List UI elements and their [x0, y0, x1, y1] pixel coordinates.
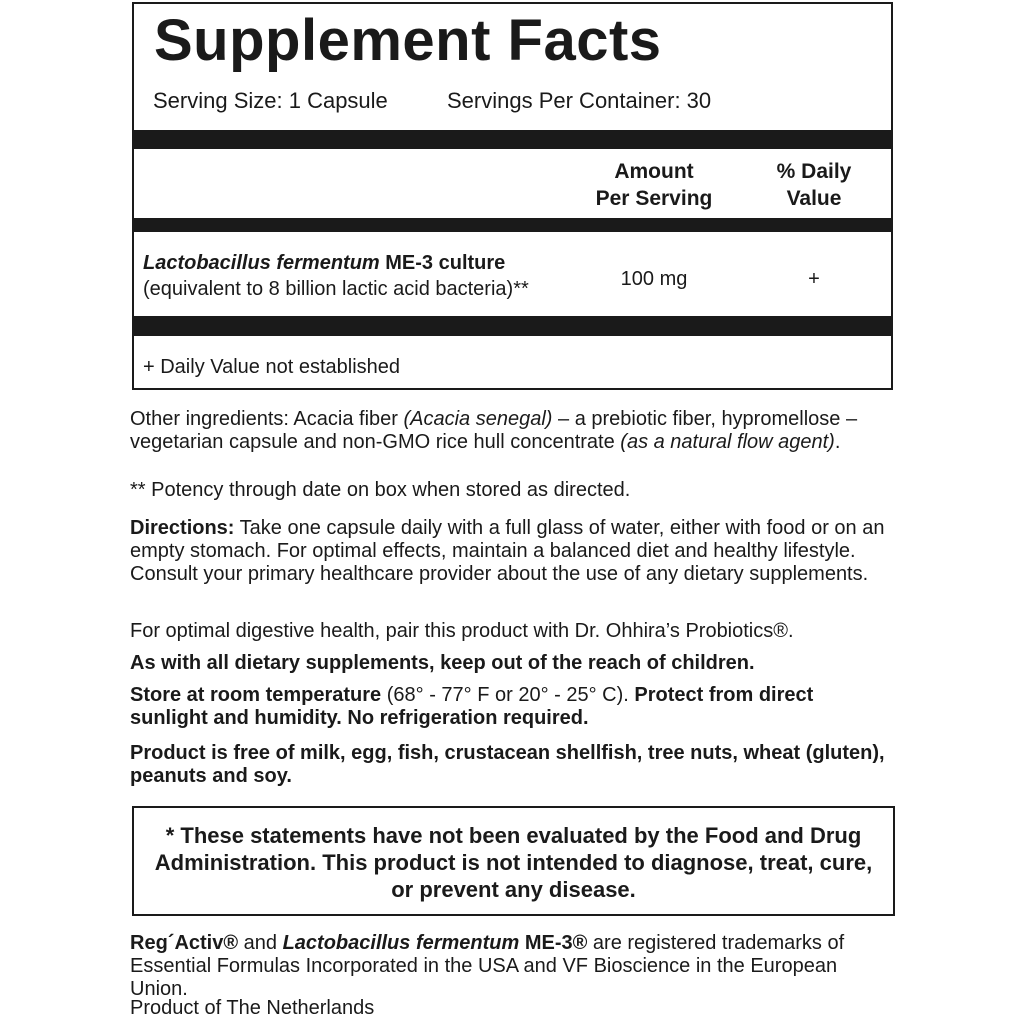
fda-disclaimer-box — [132, 806, 895, 916]
serving-size: Serving Size: 1 Capsule — [153, 88, 388, 113]
trademark-notice: Reg´Activ® and Lactobacillus fermentum ME-3® are registered trademarks of Essential Formulas Incorporated in the USA and VF Bioscience in the European Union. — [130, 932, 845, 1000]
potency-note: ** Potency through date on box when stored as directed. — [130, 479, 631, 501]
supplement-facts-panel — [132, 2, 893, 390]
ingredient-daily-value: + — [808, 268, 820, 290]
amount-column-header: Amount Per Serving — [595, 160, 713, 210]
fda-disclaimer: * These statements have not been evaluated by the Food and Drug Administration. This product is not intended to diagnose, treat, cure, or prevent any disease. — [154, 823, 873, 902]
ingredient-note: (equivalent to 8 billion lactic acid bacteria)** — [143, 278, 529, 300]
children-warning: As with all dietary supplements, keep out of the reach of children. — [130, 652, 755, 674]
pairing-note: For optimal digestive health, pair this product with Dr. Ohhira’s Probiotics®. — [130, 620, 794, 642]
storage-instructions: Store at room temperature (68° - 77° F or 20° - 25° C). Protect from direct sunlight and humidity. No refrigeration required. — [130, 684, 814, 729]
panel-title: Supplement Facts — [154, 8, 662, 73]
servings-per-container: Servings Per Container: 30 — [447, 88, 712, 113]
ingredient-amount: 100 mg — [620, 268, 688, 290]
thick-divider — [134, 316, 891, 336]
allergen-statement: Product is free of milk, egg, fish, crustacean shellfish, tree nuts, wheat (gluten), peanuts and soy. — [130, 742, 885, 787]
daily-value-column-header: % Daily Value — [776, 160, 852, 210]
ingredient-name: Lactobacillus fermentum ME-3 culture (equivalent to 8 billion lactic acid bacteria)** — [143, 252, 529, 300]
daily-value-footnote: + Daily Value not established — [143, 356, 401, 378]
directions: Directions: Take one capsule daily with a full glass of water, either with food or on an empty stomach. For optimal effects, maintain a balanced diet and healthy lifestyle. Consult your primary healthcare provider about the use of any dietary supplements. — [130, 517, 885, 585]
product-origin: Product of The Netherlands — [130, 997, 375, 1019]
other-ingredients: Other ingredients: Acacia fiber (Acacia senegal) – a prebiotic fiber, hypromellose – vegetarian capsule and non-GMO rice hull concentrate (as a natural flow agent). — [130, 408, 858, 453]
header-divider — [134, 218, 891, 232]
thick-divider — [134, 130, 891, 149]
